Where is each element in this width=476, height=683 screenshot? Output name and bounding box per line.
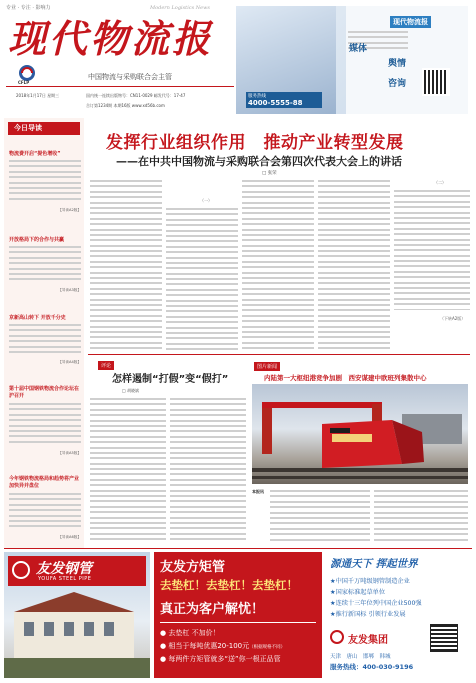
calligraphy-slogan: 源通天下 挥起世界 (330, 558, 418, 570)
issue-info: 国内统一连续出版物号：CN11-0029 邮发代号：17-47 (86, 93, 186, 98)
sidebar (4, 118, 84, 548)
promo-bullet: ● 相当于每吨优惠20-100元（根据规格不同） (160, 642, 286, 650)
promo-panel[interactable] (154, 552, 322, 678)
promo-bullet: ● 去垫杠 不加价！ (160, 629, 220, 637)
sidebar-item-page: 【导读A4版】 (58, 360, 81, 364)
star-icon: ★ (330, 611, 336, 618)
slogan-2: 真正为客户解忧！ (160, 602, 265, 617)
sidebar-title (8, 122, 80, 135)
title-en: Modern Logistics News (150, 5, 210, 11)
main-story-col-5 (394, 190, 470, 310)
star-icon: ★ (330, 589, 336, 596)
sidebar-item[interactable] (9, 476, 81, 540)
sidebar-item[interactable] (9, 386, 81, 456)
commentary-label: 评论 (98, 361, 114, 370)
cflp-logo (16, 64, 38, 86)
masthead-subtitle: 中国物流与采购联合会主管 (88, 73, 172, 81)
photo-news-label: 图片新闻 (254, 362, 280, 371)
slogan-1: 去垫杠！去垫杠！去垫杠！ (160, 578, 298, 592)
date-info: 2018年1月17日 星期三 (16, 93, 60, 98)
factory-image (4, 552, 150, 678)
main-subheadline: ——在中共中国物流与采购联合会第四次代表大会上的讲话 (116, 155, 402, 168)
feature-item: ★连续十三年位列中国企业500强 (330, 600, 422, 607)
commentary-col-1 (90, 398, 166, 544)
feature-item: ★推行新国标 引领行业发展 (330, 611, 406, 618)
sidebar-item-page: 【导读A3版】 (58, 288, 81, 292)
ad-word-media: 媒体 (349, 44, 368, 54)
contact-info: 合订第1234期 本期16版 www.xd56b.com (86, 103, 165, 108)
promo-bullet: ● 每两件方矩管就多“送”你一根正品管 (160, 655, 281, 663)
youfa-logo-mark-icon (12, 561, 30, 579)
main-story-col-2 (166, 208, 238, 350)
bullet-dot-icon: ● (160, 642, 169, 650)
sidebar-item-headline[interactable]: 物流费开启“提色增收” (9, 151, 61, 157)
photo-caption-col-1 (270, 490, 370, 546)
bullet-dot-icon: ● (160, 629, 169, 637)
header-ad[interactable] (236, 6, 468, 114)
section-marker-2: （二） (434, 180, 446, 185)
cflp-label: CFLP (18, 80, 30, 85)
ad-hotline: 服务热线：400-030-9196 (330, 663, 414, 671)
header-ad-title: 现代物流报 (390, 16, 431, 28)
main-headline[interactable]: 发挥行业组织作用 推动产业转型发展 (106, 133, 404, 153)
ad-word-consult: 咨询 (388, 79, 407, 89)
sidebar-title-text: 今日导读 (14, 124, 42, 132)
commentary-col-2 (170, 398, 246, 544)
photo-train[interactable] (252, 384, 468, 484)
main-story-col-1 (90, 180, 162, 350)
sidebar-item[interactable] (9, 236, 81, 293)
sidebar-item-headline[interactable]: 今年钢铁物流格局和趋势将产业加快异并盘位 (9, 476, 80, 489)
ad-word-opinion: 舆情 (388, 59, 407, 69)
feature-item: ★国家标准起草单位 (330, 589, 386, 596)
photo-caption-col-2 (374, 490, 468, 546)
sidebar-item-headline[interactable]: 京新高山转下 开放千分史 (9, 315, 66, 321)
bullet-dot-icon: ● (160, 655, 169, 663)
newspaper-title: 现代物流报 (8, 16, 214, 61)
star-icon: ★ (330, 578, 336, 585)
header-ad-hotline-label: 服务热线 (248, 94, 266, 99)
masthead-slogan: 专业 · 专注 · 影响力 (6, 5, 51, 11)
train-photo-image (252, 384, 468, 484)
cities: 天津 唐山 邯郸 韩城 (330, 654, 391, 660)
main-story-col-3 (242, 180, 314, 350)
product-name: 友发方矩管 (160, 560, 226, 575)
sidebar-item-page: 【导读A2版】 (58, 208, 81, 212)
sidebar-item-page: 【导读A6版】 (58, 535, 81, 539)
commentary-headline[interactable]: 怎样遏制“打假”变“假打” (112, 374, 229, 385)
bottom-ad[interactable] (4, 552, 472, 678)
photo-news-headline[interactable]: 内陆第一大枢纽港竞争加剧 西安谋建中欧班列集散中心 (264, 374, 427, 382)
qr-code-icon (430, 624, 458, 652)
section-marker-1: （一） (200, 198, 212, 203)
star-icon: ★ (330, 600, 336, 607)
sidebar-item-page: 【导读A5版】 (58, 451, 81, 455)
group-name: 友发集团 (348, 635, 388, 646)
main-byline: □ 张荣 (262, 171, 277, 176)
brand-cn: 友发钢管 (36, 561, 92, 577)
feature-item: ★中国千万吨级钢管制造企业 (330, 578, 410, 585)
header-ad-hotline: 4000-5555-88 (248, 99, 303, 107)
sidebar-item[interactable] (9, 150, 81, 213)
main-story-col-4 (318, 180, 390, 350)
sidebar-item-headline[interactable]: 第十届中国钢铁物流合作论坛在沪召开 (9, 386, 80, 399)
group-logo-icon (330, 630, 344, 644)
commentary-byline: □ 胡晓斌 (122, 388, 140, 393)
sidebar-item-headline[interactable]: 开放格局下的合作与共赢 (9, 237, 65, 243)
sidebar-item[interactable] (9, 314, 81, 365)
youfa-logo (8, 556, 146, 586)
qr-code-icon (424, 70, 448, 94)
group-panel[interactable] (326, 552, 472, 678)
continued-note: （下转A2版） (440, 316, 466, 321)
brand-en: YOUFA STEEL PIPE (38, 576, 92, 582)
photo-caption-tag: 本报讯 (252, 489, 264, 494)
